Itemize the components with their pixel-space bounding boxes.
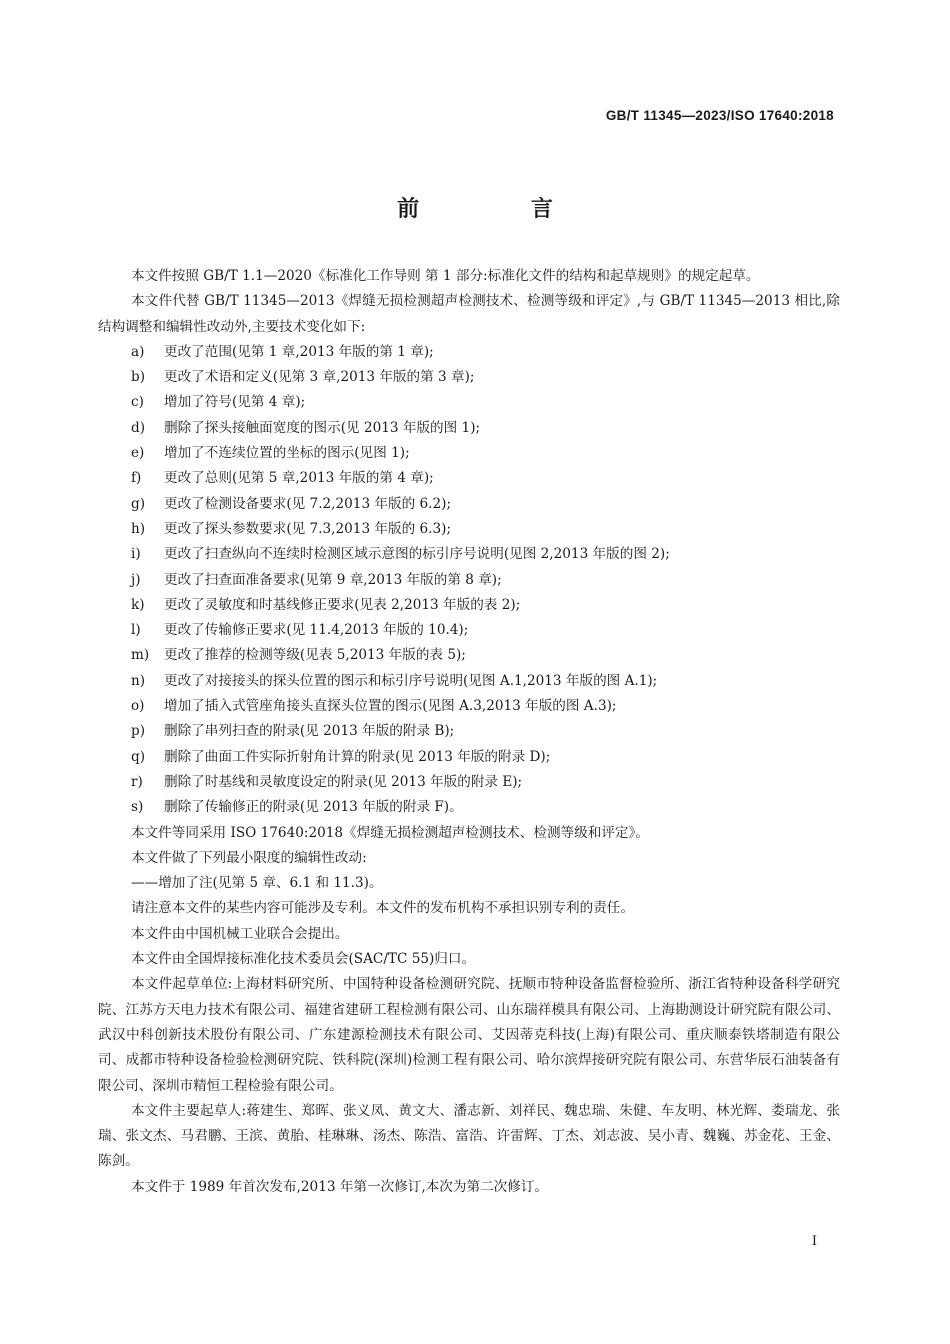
change-item — [98, 466, 840, 491]
change-item-text: 删除了曲面工件实际折射角计算的附录(见 2013 年版的附录 D); — [164, 748, 551, 765]
change-item-text: 更改了探头参数要求(见 7.3,2013 年版的 6.3); — [164, 520, 452, 537]
publication-history: 本文件于 1989 年首次发布,2013 年第一次修订,本次为第二次修订。 — [131, 1178, 549, 1195]
change-item-text: 更改了范围(见第 1 章,2013 年版的第 1 章); — [164, 343, 434, 360]
change-item — [98, 441, 840, 466]
change-item — [98, 770, 840, 795]
editorial-item: ——增加了注(见第 5 章、6.1 和 11.3)。 — [131, 875, 383, 892]
change-item-text: 增加了不连续位置的坐标的图示(见图 1); — [164, 445, 410, 462]
change-item-label: b) — [131, 369, 146, 386]
change-item-text: 删除了探头接触面宽度的图示(见 2013 年版的图 1); — [164, 419, 481, 436]
change-item-text: 更改了推荐的检测等级(见表 5,2013 年版的表 5); — [164, 647, 466, 664]
change-item-label: c) — [131, 394, 144, 411]
change-item-label: h) — [131, 520, 146, 537]
page-title: 前 言 — [397, 197, 605, 222]
intro-paragraph-1: 本文件按照 GB/T 1.1—2020《标准化工作导则 第 1 部分:标准化文件的结构和起草规则》的规定起草。 — [131, 268, 760, 284]
drafters: 本文件主要起草人:蒋建生、郑晖、张义凤、黄文大、潘志新、刘祥民、魏忠瑞、朱健、车友明、林光辉、娄瑞龙、张瑞、张文杰、马君鹏、王滨、黄胎、桂琳琳、汤杰、陈浩、富浩、许雷辉、丁杰、刘志波、吴小青、魏巍、苏金花、王金、陈剑。 — [98, 1102, 840, 1170]
drafting-units: 本文件起草单位:上海材料研究所、中国特种设备检测研究院、抚顺市特种设备监督检验所、浙江省特种设备科学研究院、江苏方天电力技术有限公司、福建省建研工程检测有限公司、山东瑞祥模具有限公司、上海勘测设计研究院有限公司、武汉中科创新技术股份有限公司、广东建源检测技术有限公司、艾因蒂克科技(上海)有限公司、重庆顺泰铁塔制造有限公司、成都市特种设备检验检测研究院、铁科院(深圳)检测工程有限公司、哈尔滨焊接研究院有限公司、东营华辰石油装备有限公司、深圳市精恒工程检验有限公司。 — [98, 976, 840, 1094]
change-item — [98, 390, 840, 415]
change-item-label: f) — [131, 470, 142, 487]
changes-list — [98, 340, 840, 821]
change-item — [98, 340, 840, 365]
change-item-label: s) — [131, 799, 144, 816]
change-item-text: 更改了总则(见第 5 章,2013 年版的第 4 章); — [164, 470, 434, 487]
change-item — [98, 542, 840, 567]
change-item-text: 更改了灵敏度和时基线修正要求(见表 2,2013 年版的表 2); — [164, 596, 521, 613]
centralized-statement: 本文件由全国焊接标准化技术委员会(SAC/TC 55)归口。 — [131, 951, 476, 968]
change-item — [98, 719, 840, 744]
change-item-label: k) — [131, 596, 145, 613]
change-item-label: j) — [131, 571, 141, 588]
change-item-label: a) — [131, 343, 145, 360]
change-item-label: m) — [131, 647, 150, 664]
change-item — [98, 643, 840, 668]
change-item-label: l) — [131, 622, 141, 639]
change-item-label: i) — [131, 546, 141, 563]
change-item-label: o) — [131, 698, 145, 715]
change-item-text: 更改了术语和定义(见第 3 章,2013 年版的第 3 章); — [164, 369, 475, 386]
patent-notice: 请注意本文件的某些内容可能涉及专利。本文件的发布机构不承担识别专利的责任。 — [131, 900, 634, 917]
change-item — [98, 365, 840, 390]
change-item-label: p) — [131, 723, 146, 740]
change-item-text: 删除了时基线和灵敏度设定的附录(见 2013 年版的附录 E); — [164, 773, 523, 790]
proposer-statement: 本文件由中国机械工业联合会提出。 — [131, 925, 349, 942]
change-item-text: 更改了对接接头的探头位置的图示和标引序号说明(见图 A.1,2013 年版的图 A.1); — [164, 672, 658, 689]
change-item-text: 增加了插入式管座角接头直探头位置的图示(见图 A.3,2013 年版的图 A.3); — [164, 698, 617, 715]
change-item — [98, 694, 840, 719]
change-item-label: d) — [131, 419, 146, 436]
change-item-text: 删除了传输修正的附录(见 2013 年版的附录 F)。 — [164, 799, 463, 816]
change-item — [98, 416, 840, 441]
change-item-text: 删除了串列扫查的附录(见 2013 年版的附录 B); — [164, 723, 455, 740]
change-item — [98, 568, 840, 593]
change-item — [98, 593, 840, 618]
change-item-label: g) — [131, 495, 146, 512]
change-item — [98, 669, 840, 694]
equivalence-statement: 本文件等同采用 ISO 17640:2018《焊缝无损检测超声检测技术、检测等级和评定》。 — [131, 824, 649, 841]
change-item-text: 增加了符号(见第 4 章); — [164, 394, 306, 411]
page-number: I — [811, 1234, 817, 1249]
editorial-intro: 本文件做了下列最小限度的编辑性改动: — [131, 849, 367, 866]
change-item-text: 更改了扫查面准备要求(见第 9 章,2013 年版的第 8 章); — [164, 571, 502, 588]
change-item-label: n) — [131, 672, 146, 689]
change-item-label: q) — [131, 748, 146, 765]
change-item-text: 更改了传输修正要求(见 11.4,2013 年版的 10.4); — [164, 622, 469, 639]
change-item-label: r) — [131, 773, 143, 790]
change-item — [98, 745, 840, 770]
change-item — [98, 517, 840, 542]
change-item — [98, 492, 840, 517]
change-item — [98, 795, 840, 820]
change-item-text: 更改了检测设备要求(见 7.2,2013 年版的 6.2); — [164, 495, 452, 512]
document-body — [98, 264, 840, 1200]
intro-paragraph-2: 本文件代替 GB/T 11345—2013《焊缝无损检测超声检测技术、检测等级和评定》,与 GB/T 11345—2013 相比,除结构调整和编辑性改动外,主要技术变化如下: — [98, 293, 840, 335]
change-item-label: e) — [131, 445, 145, 462]
change-item — [98, 618, 840, 643]
change-item-text: 更改了扫查纵向不连续时检测区域示意图的标引序号说明(见图 2,2013 年版的图 2); — [164, 546, 670, 563]
standard-code: GB/T 11345—2023/ISO 17640:2018 — [605, 108, 834, 123]
